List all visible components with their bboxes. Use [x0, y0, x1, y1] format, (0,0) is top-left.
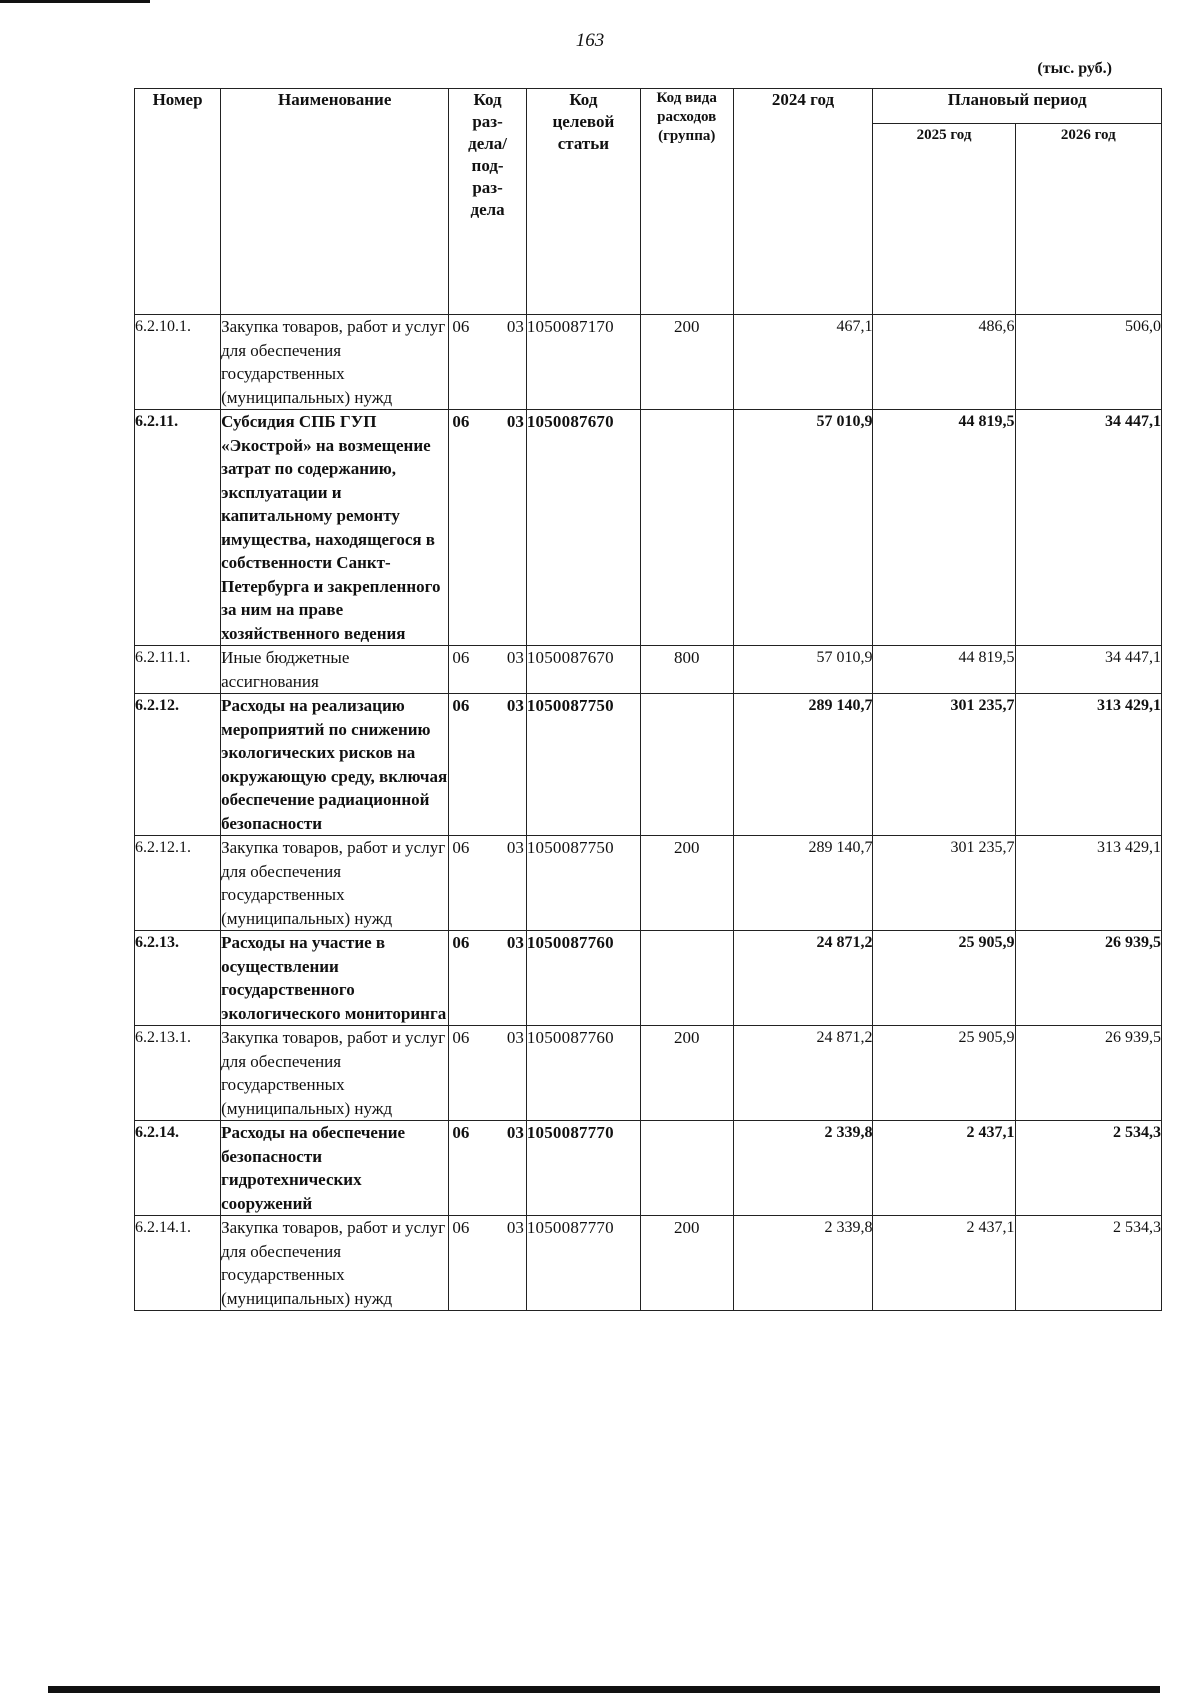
budget-table — [134, 88, 1162, 1311]
row-name: Расходы на обеспечение безопасности гидротехнических сооружений — [221, 1121, 449, 1216]
row-section-code — [449, 1216, 527, 1311]
row-amount-2024: 289 140,7 — [733, 836, 873, 931]
top-rule — [0, 0, 150, 3]
row-section: 06 — [452, 696, 470, 715]
row-amount-2024: 57 010,9 — [733, 646, 873, 694]
row-amount-2025: 2 437,1 — [873, 1121, 1015, 1216]
row-number: 6.2.13. — [135, 931, 221, 1026]
row-name: Расходы на реализацию мероприятий по снижению экологических рисков на окружающую среду, включая обеспечение радиационной безопасности — [221, 694, 449, 836]
row-amount-2024: 2 339,8 — [733, 1121, 873, 1216]
table-row — [135, 1216, 1162, 1311]
row-section-code — [449, 694, 527, 836]
header-section-code: Код раз- дела/ под- раз- дела — [449, 89, 527, 315]
row-expense-kind: 800 — [640, 646, 733, 694]
table-row — [135, 836, 1162, 931]
row-expense-kind — [640, 931, 733, 1026]
row-section-code — [449, 836, 527, 931]
row-expense-kind — [640, 410, 733, 646]
table-row — [135, 1026, 1162, 1121]
row-target-code: 1050087770 — [526, 1216, 640, 1311]
row-section: 06 — [452, 1028, 470, 1047]
row-number: 6.2.12. — [135, 694, 221, 836]
table-body — [135, 315, 1162, 1311]
row-amount-2024: 289 140,7 — [733, 694, 873, 836]
row-target-code: 1050087750 — [526, 694, 640, 836]
row-target-code: 1050087670 — [526, 410, 640, 646]
row-expense-kind: 200 — [640, 836, 733, 931]
header-number: Номер — [135, 89, 221, 315]
row-amount-2026: 506,0 — [1015, 315, 1161, 410]
row-section: 06 — [452, 317, 470, 336]
row-section: 06 — [452, 648, 470, 667]
row-section-code — [449, 646, 527, 694]
table-row — [135, 1121, 1162, 1216]
row-amount-2025: 301 235,7 — [873, 836, 1015, 931]
row-expense-kind: 200 — [640, 1026, 733, 1121]
row-subsection: 03 — [506, 696, 524, 715]
row-expense-kind — [640, 1121, 733, 1216]
row-number: 6.2.12.1. — [135, 836, 221, 931]
row-amount-2025: 25 905,9 — [873, 1026, 1015, 1121]
table-row — [135, 410, 1162, 646]
row-subsection: 03 — [506, 1028, 524, 1047]
bottom-rule — [48, 1686, 1160, 1693]
table-row — [135, 694, 1162, 836]
row-name: Закупка товаров, работ и услуг для обеспечения государственных (муниципальных) нужд — [221, 315, 449, 410]
row-amount-2026: 34 447,1 — [1015, 646, 1161, 694]
row-name: Субсидия СПБ ГУП «Экострой» на возмещение затрат по содержанию, эксплуатации и капитальному ремонту имущества, находящегося в собственности Санкт-Петербурга и закрепленного за ним на праве хозяйственного ведения — [221, 410, 449, 646]
row-target-code: 1050087750 — [526, 836, 640, 931]
header-2025: 2025 год — [873, 124, 1015, 315]
row-number: 6.2.14.1. — [135, 1216, 221, 1311]
row-amount-2025: 2 437,1 — [873, 1216, 1015, 1311]
row-section: 06 — [452, 933, 470, 952]
row-amount-2026: 34 447,1 — [1015, 410, 1161, 646]
header-plan-period: Плановый период — [873, 89, 1162, 124]
row-amount-2026: 313 429,1 — [1015, 694, 1161, 836]
row-amount-2026: 313 429,1 — [1015, 836, 1161, 931]
row-section: 06 — [452, 1123, 470, 1142]
table-row — [135, 315, 1162, 410]
row-section-code — [449, 1026, 527, 1121]
row-number: 6.2.11.1. — [135, 646, 221, 694]
row-amount-2025: 44 819,5 — [873, 646, 1015, 694]
header-expense-kind: Код вида расходов (группа) — [640, 89, 733, 315]
row-amount-2024: 57 010,9 — [733, 410, 873, 646]
row-section: 06 — [452, 1218, 470, 1237]
row-subsection: 03 — [506, 838, 524, 857]
row-expense-kind: 200 — [640, 1216, 733, 1311]
table-header — [135, 89, 1162, 315]
row-expense-kind: 200 — [640, 315, 733, 410]
table-row — [135, 931, 1162, 1026]
header-name: Наименование — [221, 89, 449, 315]
row-amount-2024: 467,1 — [733, 315, 873, 410]
row-name: Иные бюджетные ассигнования — [221, 646, 449, 694]
row-amount-2026: 26 939,5 — [1015, 931, 1161, 1026]
row-amount-2026: 2 534,3 — [1015, 1121, 1161, 1216]
row-amount-2025: 486,6 — [873, 315, 1015, 410]
header-target-code: Код целевой статьи — [526, 89, 640, 315]
row-subsection: 03 — [506, 412, 524, 431]
header-2024: 2024 год — [733, 89, 873, 315]
table-row — [135, 646, 1162, 694]
row-amount-2025: 25 905,9 — [873, 931, 1015, 1026]
row-target-code: 1050087760 — [526, 1026, 640, 1121]
row-number: 6.2.14. — [135, 1121, 221, 1216]
header-2026: 2026 год — [1015, 124, 1161, 315]
row-number: 6.2.10.1. — [135, 315, 221, 410]
row-section-code — [449, 931, 527, 1026]
row-name: Закупка товаров, работ и услуг для обеспечения государственных (муниципальных) нужд — [221, 1216, 449, 1311]
row-name: Закупка товаров, работ и услуг для обеспечения государственных (муниципальных) нужд — [221, 1026, 449, 1121]
row-number: 6.2.13.1. — [135, 1026, 221, 1121]
row-target-code: 1050087170 — [526, 315, 640, 410]
units-label: (тыс. руб.) — [1037, 60, 1112, 77]
row-subsection: 03 — [506, 317, 524, 336]
row-amount-2024: 2 339,8 — [733, 1216, 873, 1311]
row-amount-2025: 301 235,7 — [873, 694, 1015, 836]
row-number: 6.2.11. — [135, 410, 221, 646]
row-name: Закупка товаров, работ и услуг для обеспечения государственных (муниципальных) нужд — [221, 836, 449, 931]
row-subsection: 03 — [506, 1218, 524, 1237]
row-target-code: 1050087770 — [526, 1121, 640, 1216]
row-section: 06 — [452, 838, 470, 857]
row-subsection: 03 — [506, 648, 524, 667]
row-section: 06 — [452, 412, 470, 431]
row-amount-2024: 24 871,2 — [733, 1026, 873, 1121]
row-target-code: 1050087760 — [526, 931, 640, 1026]
row-subsection: 03 — [506, 1123, 524, 1142]
row-subsection: 03 — [506, 933, 524, 952]
row-amount-2025: 44 819,5 — [873, 410, 1015, 646]
row-amount-2024: 24 871,2 — [733, 931, 873, 1026]
row-expense-kind — [640, 694, 733, 836]
row-section-code — [449, 1121, 527, 1216]
row-name: Расходы на участие в осуществлении государственного экологического мониторинга — [221, 931, 449, 1026]
row-section-code — [449, 315, 527, 410]
row-target-code: 1050087670 — [526, 646, 640, 694]
page-number: 163 — [575, 30, 605, 51]
row-amount-2026: 26 939,5 — [1015, 1026, 1161, 1121]
row-amount-2026: 2 534,3 — [1015, 1216, 1161, 1311]
row-section-code — [449, 410, 527, 646]
